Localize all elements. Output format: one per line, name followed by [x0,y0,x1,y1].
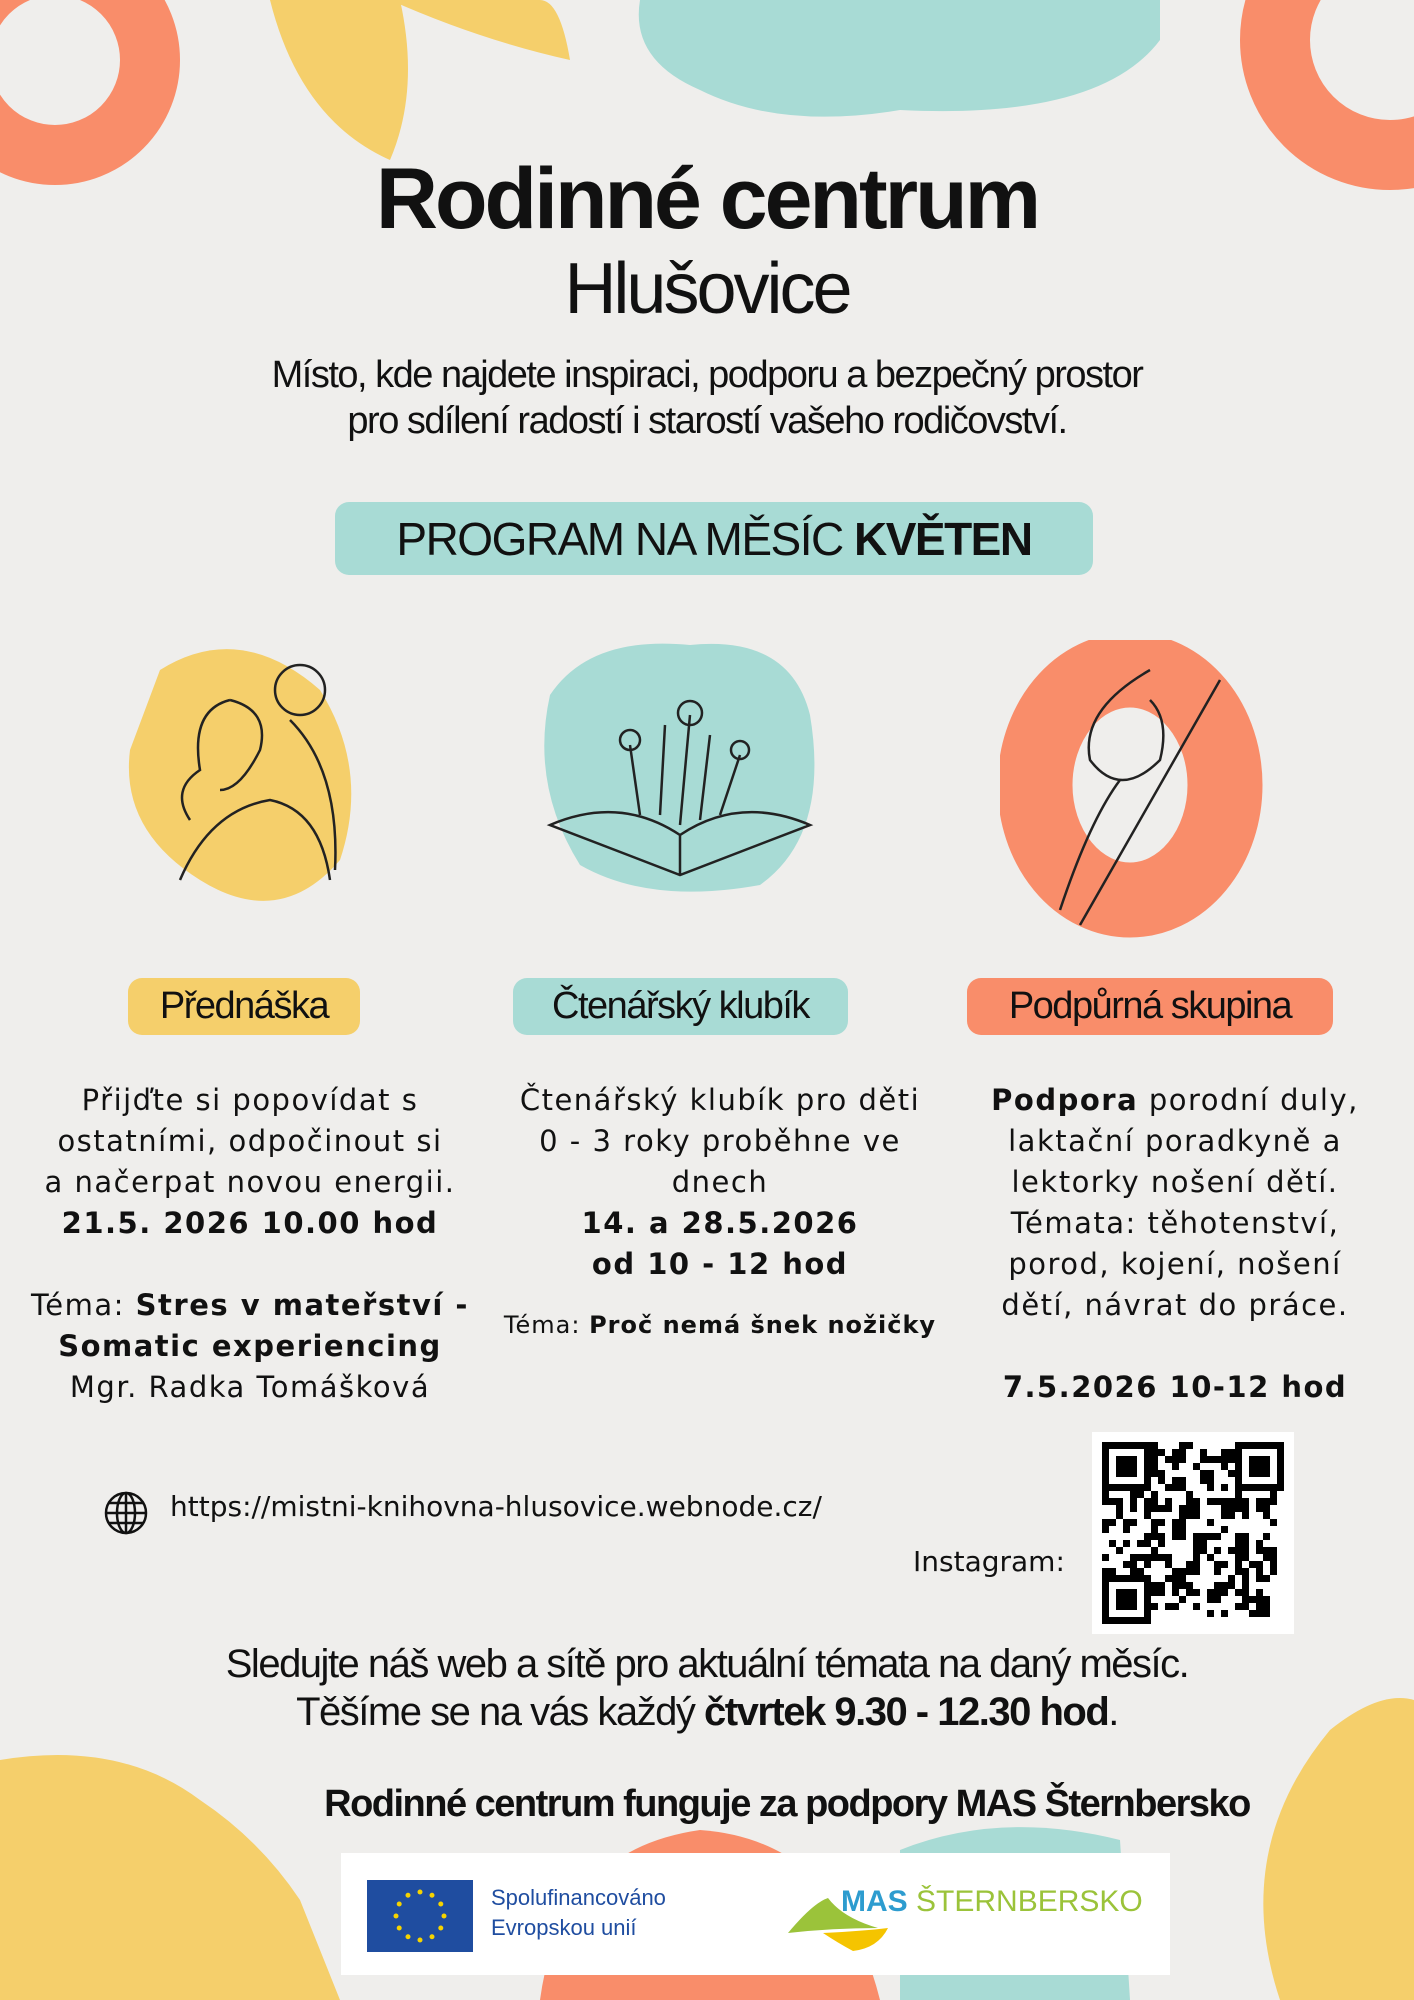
event-date: 7.5.2026 10-12 hod [1002,1370,1348,1404]
program-prefix: PROGRAM NA MĚSÍC [396,512,854,565]
text-line: porodní duly, [1138,1083,1359,1117]
website-link[interactable]: https://mistni-knihovna-hlusovice.webnode.cz/ [170,1490,822,1523]
eu-logo-text [491,1883,666,1943]
text-line: a načerpat novou energii. [44,1165,456,1199]
hands-illustration [1000,640,1270,940]
eu-text: Spolufinancováno [491,1885,666,1910]
topic-label: Téma: [31,1288,136,1322]
mas-logo-text [841,1885,1143,1919]
event-date: 21.5. 2026 10.00 hod [61,1206,439,1240]
label-prednaska: Přednáška [128,978,360,1035]
mas-text: ŠTERNBERSKO [916,1885,1143,1918]
text-line: dětí, návrat do práce. [1001,1288,1349,1322]
speaker: Mgr. Radka Tomášková [69,1370,431,1404]
topic: Stres v mateřství - [135,1288,469,1322]
topic: Proč nemá šnek nožičky [589,1311,937,1339]
tagline-line: pro sdílení radostí i starostí vašeho rodičovství. [347,400,1067,442]
label-podpurna-skupina: Podpůrná skupina [967,978,1333,1035]
topic: Somatic experiencing [58,1329,442,1363]
eu-flag-logo [367,1880,473,1952]
eu-text: Evropskou unií [491,1915,637,1940]
mother-baby-illustration [120,630,360,930]
opening-hours: čtvrtek 9.30 - 12.30 hod [704,1690,1109,1734]
page-subtitle: Hlušovice [564,249,850,329]
text-line: porod, kojení, nošení [1008,1247,1342,1281]
footer-line-2 [0,1690,1414,1735]
event-date: 14. a 28.5.2026 [581,1206,859,1240]
text-line: Témata: těhotenství, [1010,1206,1340,1240]
page-title: Rodinné centrum [375,151,1039,247]
tagline-line: Místo, kde najdete inspiraci, podporu a bezpečný prostor [271,354,1143,396]
program-banner [335,502,1093,575]
text: Těšíme se na vás každý [296,1690,705,1734]
text-line: ostatními, odpočinout si [57,1124,443,1158]
logos-box [341,1853,1170,1975]
text-line: dnech [671,1165,769,1199]
topic-label: Téma: [503,1311,590,1339]
event-skupina-details [940,1080,1410,1408]
text-line: lektorky nošení dětí. [1011,1165,1339,1199]
event-klubik-details [485,1080,955,1346]
tagline [0,352,1414,444]
event-time: od 10 - 12 hod [591,1247,849,1281]
text-line: Přijďte si popovídat s [81,1083,419,1117]
instagram-label: Instagram: [913,1545,1065,1578]
text-line: Čtenářský klubík pro děti [519,1083,921,1117]
instagram-qr-code[interactable] [1092,1432,1294,1634]
label-ctenarsky-klubik: Čtenářský klubík [513,978,848,1035]
mas-text: MAS [841,1885,908,1918]
text-bold: Podpora [991,1083,1139,1117]
globe-icon [103,1490,149,1536]
event-prednaska-details [15,1080,485,1408]
program-month: KVĚTEN [853,512,1032,565]
support-text: Rodinné centrum funguje za podpory MAS Šternbersko [324,1783,1250,1825]
text-line: laktační poradkyně a [1008,1124,1342,1158]
footer-line-1: Sledujte náš web a sítě pro aktuální témata na daný měsíc. [225,1642,1189,1686]
book-flowers-illustration [530,635,830,905]
text-line: 0 - 3 roky proběhne ve [539,1124,901,1158]
text: . [1108,1690,1118,1734]
